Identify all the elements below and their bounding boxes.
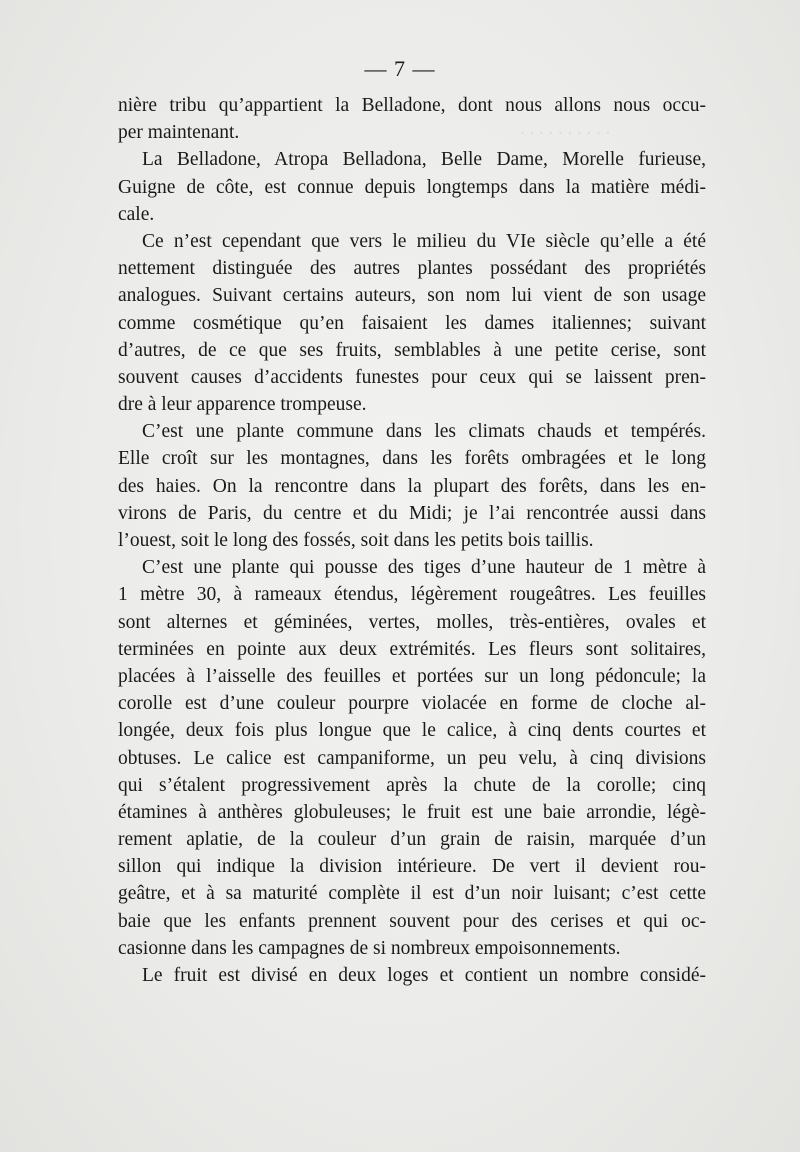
text-line: C’est une plante commune dans les climats chauds et tempérés. (142, 421, 706, 443)
text-line: rement aplatie, de la couleur d’un grain de raisin, marquée d’un (118, 829, 706, 851)
text-line: sillon qui indique la division intérieure. De vert il devient rou- (118, 856, 706, 878)
text-line: placées à l’aisselle des feuilles et portées sur un long pédoncule; la (118, 665, 706, 687)
text-line: terminées en pointe aux deux extrémités. Les fleurs sont solitaires, (118, 638, 706, 660)
text-line: C’est une plante qui pousse des tiges d’une hauteur de 1 mètre à (142, 557, 706, 579)
text-line: sont alternes et géminées, vertes, molles, très-entières, ovales et (118, 611, 706, 633)
text-line: casionne dans les campagnes de si nombreux empoisonnements. (118, 937, 621, 959)
text-line: Guigne de côte, est connue depuis longtemps dans la matière médi- (118, 176, 706, 198)
text-line: baie que les enfants prennent souvent pour des cerises et qui oc- (118, 910, 706, 932)
text-line: nière tribu qu’appartient la Belladone, dont nous allons nous occu- (118, 95, 706, 116)
text-line: La Belladone, Atropa Belladona, Belle Dame, Morelle furieuse, (142, 149, 706, 171)
text-line: étamines à anthères globuleuses; le fruit est une baie arrondie, légè- (118, 801, 706, 823)
text-line: comme cosmétique qu’en faisaient les dames italiennes; suivant (118, 312, 706, 334)
text-line: d’autres, de ce que ses fruits, semblables à une petite cerise, sont (118, 339, 706, 361)
text-line: corolle est d’une couleur pourpre violacée en forme de cloche al- (118, 693, 706, 715)
text-line: per maintenant. (118, 122, 240, 144)
text-line: geâtre, et à sa maturité complète il est d’un noir luisant; c’est cette (118, 883, 706, 905)
text-line: l’ouest, soit le long des fossés, soit dans les petits bois taillis. (118, 530, 594, 551)
text-line: obtuses. Le calice est campaniforme, un peu velu, à cinq divisions (118, 747, 706, 769)
text-line: souvent causes d’accidents funestes pour ceux qui se laissent pren- (118, 366, 706, 388)
text-line: longée, deux fois plus longue que le calice, à cinq dents courtes et (118, 720, 706, 742)
page-number: — 7 — (364, 56, 436, 81)
text-line: Ce n’est cependant que vers le milieu du VIe siècle qu’elle a été (142, 230, 706, 252)
text-line: nettement distinguée des autres plantes possédant des propriétés (118, 258, 706, 280)
bleed-through-text: . . . . . . . . . . (520, 118, 611, 139)
text-line: dre à leur apparence trompeuse. (118, 394, 367, 416)
text-line: analogues. Suivant certains auteurs, son nom lui vient de son usage (118, 285, 706, 307)
text-line: Le fruit est divisé en deux loges et contient un nombre considé- (142, 965, 706, 986)
text-line: Elle croît sur les montagnes, dans les forêts ombragées et le long (118, 448, 706, 470)
text-line: des haies. On la rencontre dans la plupart des forêts, dans les en- (118, 475, 706, 497)
text-line: cale. (118, 203, 155, 225)
text-line: virons de Paris, du centre et du Midi; je l’ai rencontrée aussi dans (118, 502, 706, 524)
text-line: 1 mètre 30, à rameaux étendus, légèrement rougeâtres. Les feuilles (118, 584, 706, 606)
body-text (118, 92, 706, 989)
text-line: qui s’étalent progressivement après la chute de la corolle; cinq (118, 774, 706, 796)
